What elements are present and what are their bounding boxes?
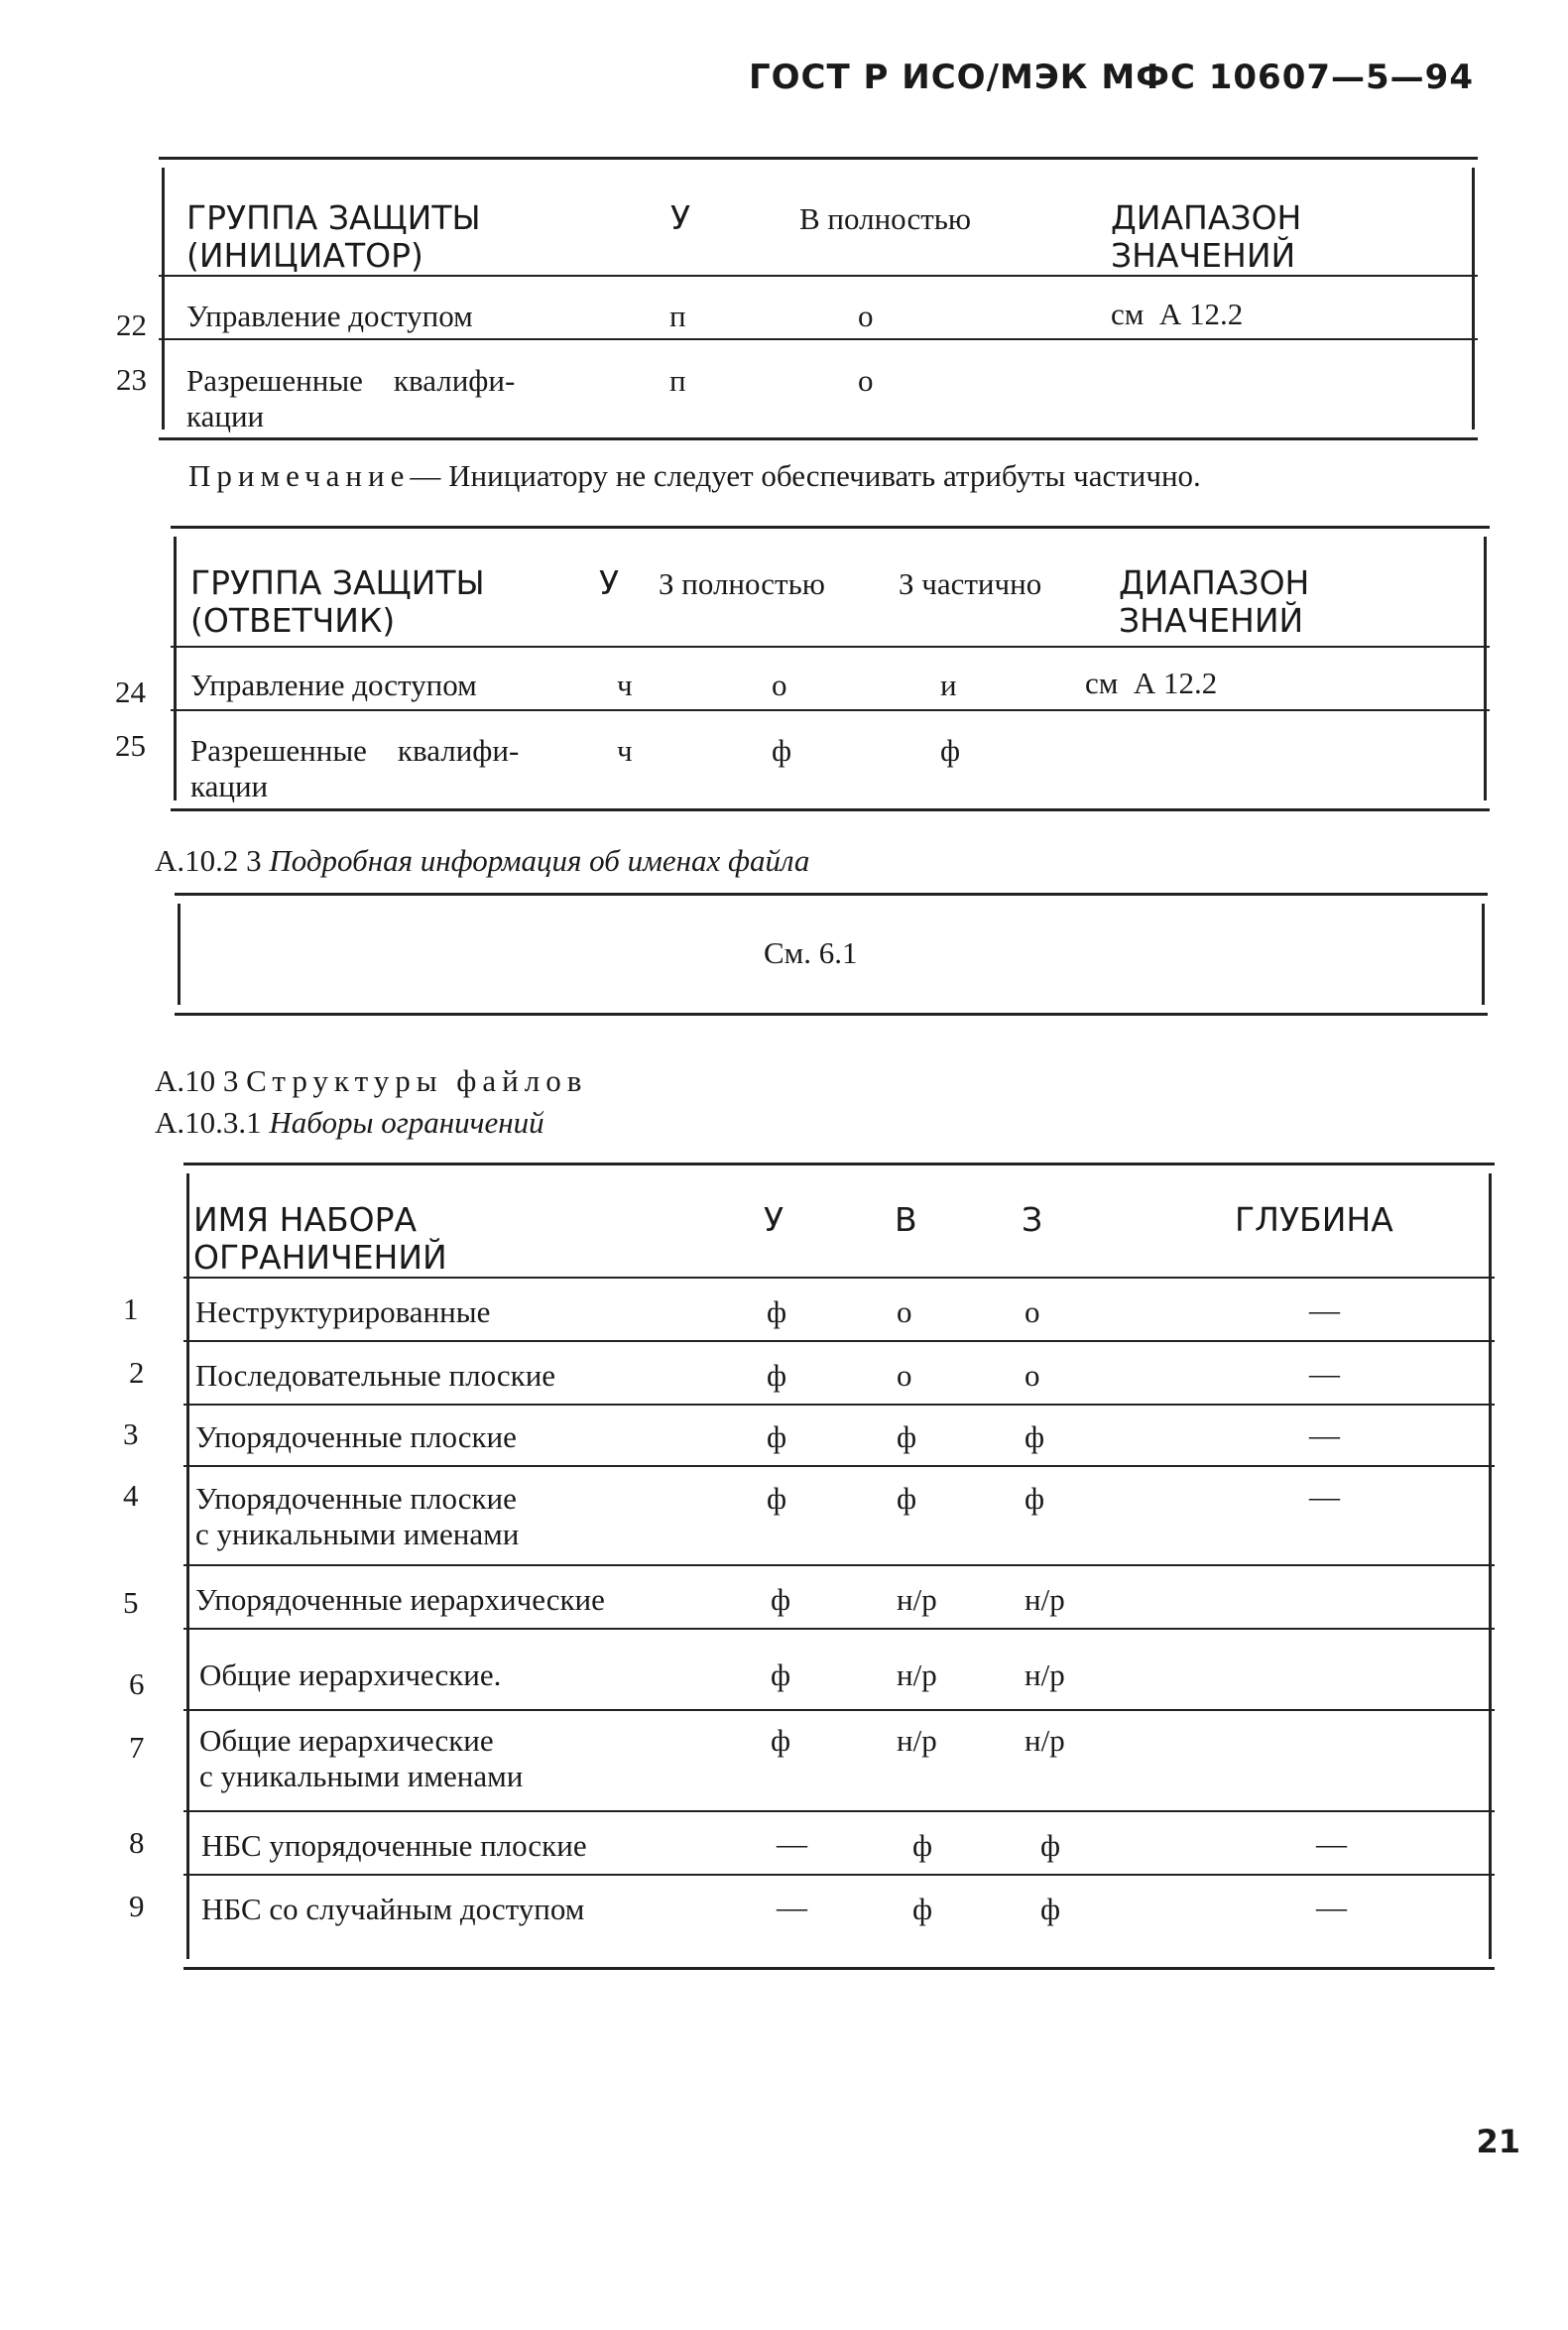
row-name: Упорядоченные плоские с уникальными именами	[195, 1481, 520, 1551]
header-depth: ГЛУБИНА	[1235, 1200, 1393, 1239]
row-v: ф	[912, 1892, 933, 1926]
row-number: 22	[116, 307, 147, 342]
row-u: —	[777, 1890, 807, 1924]
note-prefix: Примечание	[188, 458, 411, 493]
header-u: У	[599, 563, 620, 602]
section-title: Подробная информация об именах файла	[269, 843, 810, 878]
row-v: ф	[912, 1828, 933, 1863]
row-number: 23	[116, 362, 147, 397]
row-u: ч	[617, 733, 633, 768]
see-box	[175, 893, 1488, 1016]
row-v: ф	[897, 1481, 917, 1516]
row-partial: и	[940, 668, 957, 702]
row-name: Разрешенные квалифи- кации	[190, 733, 520, 803]
row-z: о	[1025, 1294, 1040, 1329]
header-group: ГРУППА ЗАЩИТЫ (ОТВЕТЧИК)	[190, 563, 485, 640]
header-partial: З частично	[899, 566, 1042, 601]
header-full: В полностью	[799, 201, 972, 236]
row-partial: ф	[940, 733, 961, 768]
row-number: 7	[129, 1730, 145, 1765]
header-range: ДИАПАЗОН ЗНАЧЕНИЙ	[1111, 198, 1302, 275]
row-name: Управление доступом	[186, 299, 473, 333]
row-v: ф	[897, 1419, 917, 1454]
row-z: н/р	[1025, 1657, 1065, 1692]
row-name: Упорядоченные иерархические	[195, 1582, 605, 1617]
header-u: У	[764, 1200, 784, 1239]
row-depth: —	[1316, 1890, 1347, 1924]
table-constraint-sets	[183, 1163, 1495, 1970]
section-number: А.10 3	[155, 1063, 239, 1098]
row-z: н/р	[1025, 1723, 1065, 1758]
row-u: ф	[767, 1358, 787, 1393]
header-z: З	[1022, 1200, 1043, 1239]
row-number: 3	[123, 1416, 139, 1451]
section-heading-a1031	[155, 1105, 544, 1141]
section-title: Структуры файлов	[246, 1063, 588, 1098]
row-depth: —	[1309, 1479, 1340, 1514]
row-number: 25	[115, 728, 146, 763]
row-depth: —	[1309, 1292, 1340, 1327]
row-full: о	[858, 363, 874, 398]
row-u: ф	[771, 1657, 791, 1692]
row-number: 9	[129, 1889, 145, 1923]
note-text: — Инициатору не следует обеспечивать атрибуты частично.	[410, 458, 1201, 493]
row-number: 1	[123, 1291, 139, 1326]
row-full: ф	[772, 733, 792, 768]
row-number: 4	[123, 1478, 139, 1513]
row-name: НБС упорядоченные плоские	[201, 1828, 587, 1863]
row-z: н/р	[1025, 1582, 1065, 1617]
row-number: 24	[115, 674, 146, 709]
row-number: 2	[129, 1355, 145, 1390]
row-name: Последовательные плоские	[195, 1358, 556, 1393]
header-v: В	[895, 1200, 917, 1239]
row-u: п	[669, 363, 686, 398]
section-heading-a1023	[155, 843, 809, 879]
section-heading-a103	[155, 1063, 587, 1099]
row-z: ф	[1040, 1892, 1061, 1926]
row-depth: —	[1309, 1417, 1340, 1452]
row-depth: —	[1316, 1826, 1347, 1861]
row-u: п	[669, 299, 686, 333]
row-full: о	[858, 299, 874, 333]
table-protection-initiator	[159, 157, 1478, 440]
row-z: о	[1025, 1358, 1040, 1393]
row-u: ф	[771, 1582, 791, 1617]
section-title: Наборы ограничений	[269, 1105, 544, 1140]
row-range: см А 12.2	[1085, 666, 1218, 700]
table-protection-responder	[171, 526, 1490, 811]
row-u: ф	[767, 1294, 787, 1329]
page-header: ГОСТ Р ИСО/МЭК МФС 10607—5—94	[748, 58, 1474, 97]
see-reference: См. 6.1	[764, 935, 858, 970]
header-full: З полностью	[659, 566, 825, 601]
row-name: Общие иерархические.	[199, 1657, 502, 1692]
row-number: 5	[123, 1585, 139, 1620]
row-u: ч	[617, 668, 633, 702]
row-v: о	[897, 1358, 912, 1393]
row-u: —	[777, 1826, 807, 1861]
row-v: н/р	[897, 1582, 937, 1617]
row-v: о	[897, 1294, 912, 1329]
row-name: Разрешенные квалифи- кации	[186, 363, 516, 433]
row-range: см А 12.2	[1111, 297, 1244, 331]
row-name: Упорядоченные плоские	[195, 1419, 517, 1454]
row-number: 6	[129, 1666, 145, 1701]
header-u: У	[670, 198, 691, 237]
header-name: ИМЯ НАБОРА ОГРАНИЧЕНИЙ	[193, 1200, 447, 1277]
page-number: 21	[1476, 2123, 1520, 2160]
row-name: Неструктурированные	[195, 1294, 491, 1329]
row-u: ф	[767, 1419, 787, 1454]
row-depth: —	[1309, 1356, 1340, 1391]
section-number: А.10.2 3	[155, 843, 262, 878]
row-v: н/р	[897, 1723, 937, 1758]
row-v: н/р	[897, 1657, 937, 1692]
row-full: о	[772, 668, 787, 702]
header-group: ГРУППА ЗАЩИТЫ (ИНИЦИАТОР)	[186, 198, 481, 275]
header-range: ДИАПАЗОН ЗНАЧЕНИЙ	[1119, 563, 1310, 640]
section-number: А.10.3.1	[155, 1105, 262, 1140]
note	[188, 458, 1201, 494]
row-u: ф	[771, 1723, 791, 1758]
row-name: Управление доступом	[190, 668, 477, 702]
row-number: 8	[129, 1825, 145, 1860]
row-name: Общие иерархические с уникальными именами	[199, 1723, 524, 1793]
row-u: ф	[767, 1481, 787, 1516]
row-name: НБС со случайным доступом	[201, 1892, 585, 1926]
row-z: ф	[1040, 1828, 1061, 1863]
row-z: ф	[1025, 1419, 1045, 1454]
row-z: ф	[1025, 1481, 1045, 1516]
